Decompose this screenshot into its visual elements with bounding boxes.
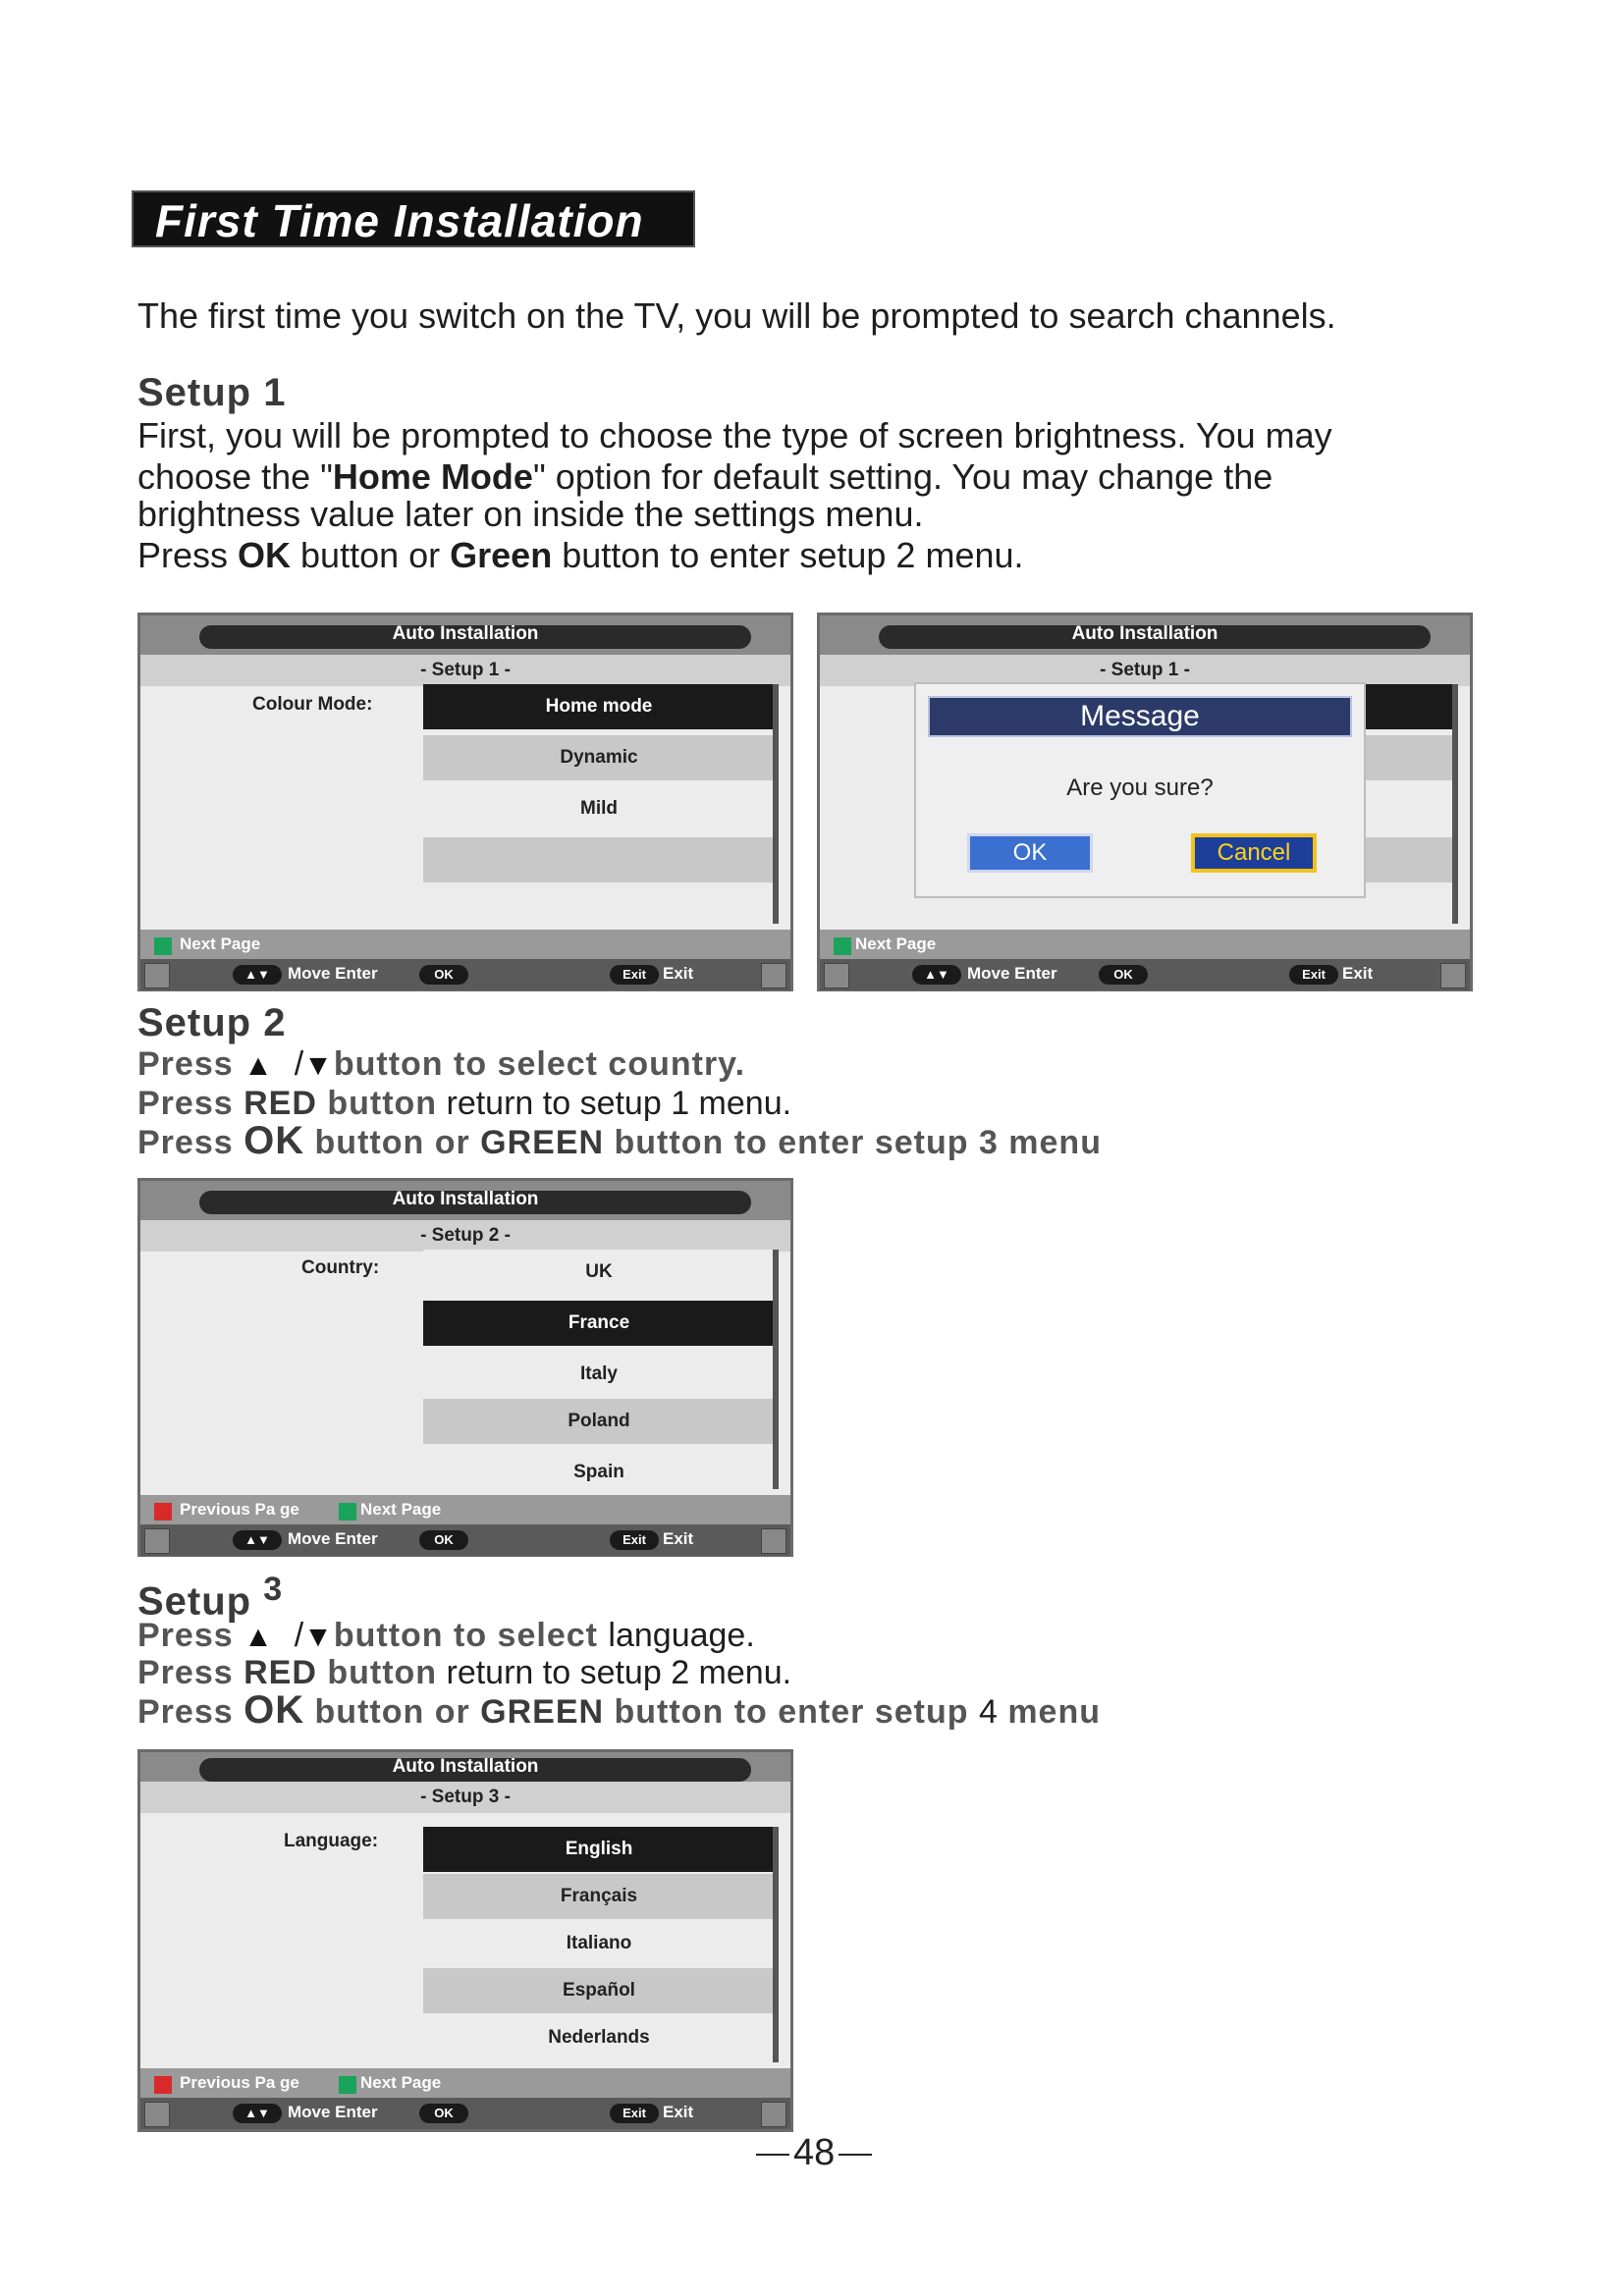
scrollbar[interactable]: [773, 1827, 779, 2062]
previous-page-label: Previous Pa ge: [180, 2073, 299, 2092]
intro-text: The first time you switch on the TV, you will be prompted to search channels.: [137, 295, 1336, 336]
exit-key-icon: Exit: [610, 2104, 659, 2123]
down-arrow-icon: ▼: [303, 1049, 334, 1082]
red-key-icon: [154, 2076, 172, 2094]
exit-label: Exit: [663, 2103, 694, 2121]
screen-subtitle: - Setup 1 -: [140, 655, 790, 686]
scrollbar[interactable]: [1452, 684, 1458, 924]
option-francais[interactable]: Français: [423, 1874, 775, 1919]
message-dialog: [914, 682, 1366, 898]
setup3-heading: Setup $^3$: [137, 1571, 284, 1624]
exit-label: Exit: [663, 1529, 694, 1548]
move-enter-label: Move Enter: [288, 1529, 378, 1548]
option-uk[interactable]: UK: [423, 1250, 775, 1295]
next-page-label: Next Page: [855, 934, 937, 953]
nav-arrows-icon: ▲▼: [233, 1530, 282, 1550]
option-spain[interactable]: Spain: [423, 1450, 775, 1495]
scrollbar[interactable]: [773, 684, 779, 924]
screen-title: Auto Installation: [1071, 623, 1218, 644]
exit-key-icon: Exit: [610, 1530, 659, 1550]
screen-subtitle: - Setup 3 -: [140, 1782, 790, 1813]
setup2-line2: Press RED button return to setup 1 menu.: [137, 1085, 792, 1122]
option-italiano[interactable]: Italiano: [423, 1921, 775, 1966]
green-key-icon: [154, 937, 172, 955]
previous-page-label: Previous Pa ge: [180, 1500, 299, 1519]
ok-key-icon: OK: [419, 2104, 468, 2123]
option-italy[interactable]: Italy: [423, 1352, 775, 1397]
page-number: 48: [756, 2132, 872, 2174]
green-key-icon: [339, 2076, 356, 2094]
screen-setup2: [137, 1178, 793, 1557]
screen-subtitle: - Setup 1 -: [820, 655, 1470, 686]
ok-key-icon: OK: [1099, 965, 1148, 985]
screen-title: Auto Installation: [392, 623, 539, 644]
setup2-line1: Press ▲ /▼button to select country.: [137, 1045, 746, 1083]
up-arrow-icon: ▲: [244, 1621, 274, 1653]
setup3-line3: Press OK button or GREEN button to enter setup 4 menu: [137, 1688, 1102, 1732]
setup1-line1: First, you will be prompted to choose the type of screen brightness. You may: [137, 415, 1332, 455]
nav-arrows-icon: ▲▼: [233, 2104, 282, 2123]
exit-key-icon: Exit: [610, 965, 659, 985]
setup1-line2: choose the "Home Mode" option for default setting. You may change the: [137, 456, 1273, 497]
setup2-heading: Setup 2: [137, 1001, 287, 1044]
green-key-icon: [834, 937, 851, 955]
next-page-label: Next Page: [360, 1500, 442, 1519]
option-mild[interactable]: Mild: [423, 786, 775, 831]
screen-title: Auto Installation: [392, 1189, 539, 1209]
move-enter-label: Move Enter: [967, 964, 1057, 983]
up-arrow-icon: ▲: [244, 1049, 274, 1082]
down-arrow-icon: ▼: [303, 1621, 334, 1653]
option-english[interactable]: English: [423, 1827, 775, 1872]
option-nederlands[interactable]: Nederlands: [423, 2015, 775, 2060]
next-page-label: Next Page: [360, 2073, 442, 2092]
move-enter-label: Move Enter: [288, 964, 378, 983]
scrollbar[interactable]: [773, 1250, 779, 1489]
option-france[interactable]: France: [423, 1301, 775, 1346]
setup1-heading: Setup 1: [137, 371, 287, 414]
nav-arrows-icon: ▲▼: [233, 965, 282, 985]
screen-setup3: [137, 1749, 793, 2132]
setup2-line3: Press OK button or GREEN button to enter setup 3 menu: [137, 1119, 1102, 1162]
dialog-question: Are you sure?: [1066, 774, 1214, 801]
option-poland[interactable]: Poland: [423, 1399, 775, 1444]
dialog-ok-button[interactable]: OK: [967, 833, 1093, 873]
country-label: Country:: [301, 1257, 380, 1278]
setup3-line1: Press ▲ /▼button to select language.: [137, 1617, 755, 1654]
setup1-line4: Press OK button or Green button to enter setup 2 menu.: [137, 535, 1024, 575]
red-key-icon: [154, 1503, 172, 1521]
colour-mode-label: Colour Mode:: [252, 694, 373, 715]
screen-subtitle: - Setup 2 -: [140, 1220, 790, 1252]
option-espanol[interactable]: Español: [423, 1968, 775, 2013]
option-home-mode[interactable]: Home mode: [423, 684, 775, 729]
move-enter-label: Move Enter: [288, 2103, 378, 2121]
screen-setup1-confirm: [817, 613, 1473, 991]
language-label: Language:: [284, 1831, 379, 1851]
section-title: First Time Installation: [155, 195, 644, 246]
next-page-label: Next Page: [180, 934, 261, 953]
dialog-cancel-button[interactable]: Cancel: [1191, 833, 1317, 873]
screen-setup1: [137, 613, 793, 991]
setup3-line2: Press RED button return to setup 2 menu.: [137, 1654, 792, 1691]
ok-key-icon: OK: [419, 1530, 468, 1550]
exit-label: Exit: [663, 964, 694, 983]
ok-key-icon: OK: [419, 965, 468, 985]
setup1-line3: brightness value later on inside the settings menu.: [137, 494, 924, 534]
section-title-box: [132, 190, 695, 247]
exit-label: Exit: [1342, 964, 1374, 983]
green-key-icon: [339, 1503, 356, 1521]
option-empty[interactable]: [423, 837, 775, 882]
nav-arrows-icon: ▲▼: [912, 965, 961, 985]
option-dynamic[interactable]: Dynamic: [423, 735, 775, 780]
screen-title: Auto Installation: [392, 1756, 539, 1777]
dialog-title: Message: [928, 696, 1352, 737]
exit-key-icon: Exit: [1289, 965, 1338, 985]
